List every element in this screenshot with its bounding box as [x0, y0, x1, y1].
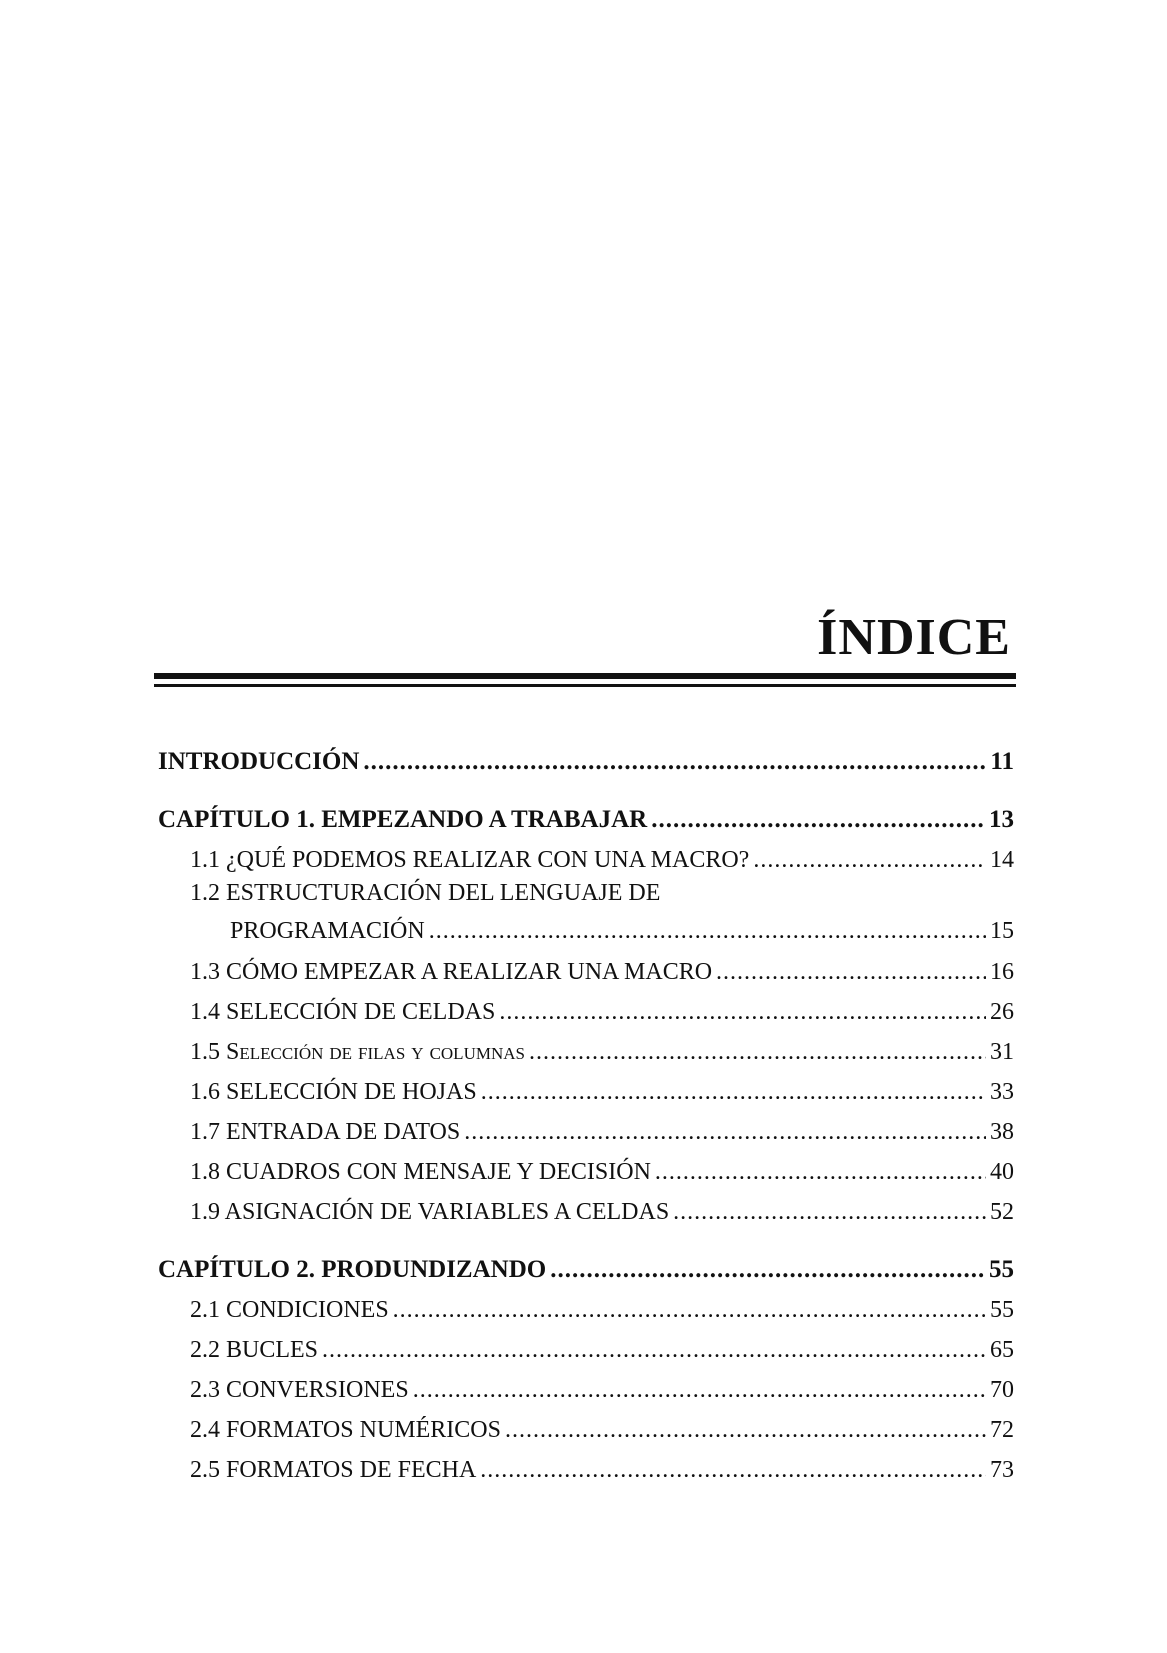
toc-entry-1-2[interactable] [158, 876, 1014, 948]
toc-entry-page: 11 [990, 748, 1014, 775]
title-rule-thin [154, 684, 1016, 687]
toc-entry-label: 1.7 ENTRADA DE DATOS [190, 1119, 461, 1145]
toc-entry-label: 2.1 CONDICIONES [190, 1297, 389, 1323]
toc-entry-label: 1.3 CÓMO EMPEZAR A REALIZAR UNA MACRO [190, 959, 713, 985]
toc-entry-2-5[interactable] [158, 1446, 1014, 1486]
toc-entry-page: 52 [990, 1199, 1014, 1225]
toc-entry-label: 2.5 FORMATOS DE FECHA [190, 1457, 477, 1483]
toc-leader-dots [655, 1156, 986, 1188]
toc-entry-label: 1.4 SELECCIÓN DE CELDAS [190, 999, 496, 1025]
toc-entry-page: 55 [990, 1297, 1014, 1323]
toc-entry-page: 38 [990, 1119, 1014, 1145]
title-rule-thick [154, 673, 1016, 679]
toc-entry-page: 70 [990, 1377, 1014, 1403]
toc-leader-dots [429, 914, 986, 948]
toc-leader-dots [393, 1294, 986, 1326]
toc-entry-page: 15 [990, 918, 1014, 944]
toc-entry-label: 1.9 ASIGNACIÓN DE VARIABLES A CELDAS [190, 1199, 670, 1225]
toc-entry-page: 73 [990, 1457, 1014, 1483]
toc-leader-dots [753, 844, 986, 876]
toc-entry-page: 14 [990, 847, 1014, 873]
toc-entry-label: CAPÍTULO 1. EMPEZANDO A TRABAJAR [158, 806, 648, 833]
toc-entry-page: 31 [990, 1039, 1014, 1065]
toc-entry-2-2[interactable] [158, 1326, 1014, 1366]
toc-leader-dots [673, 1196, 986, 1228]
toc-entry-2-4[interactable] [158, 1406, 1014, 1446]
toc-leader-dots [322, 1334, 986, 1366]
toc-entry-page: 33 [990, 1079, 1014, 1105]
toc-leader-dots [499, 996, 986, 1028]
toc-entry-label: 1.8 CUADROS CON MENSAJE Y DECISIÓN [190, 1159, 651, 1185]
toc-leader-dots [481, 1076, 986, 1108]
toc-entry-label: 2.4 FORMATOS NUMÉRICOS [190, 1417, 501, 1443]
toc-entry-2-3[interactable] [158, 1366, 1014, 1406]
toc-entry-introduccion[interactable] [158, 738, 1014, 778]
toc-entry-label: 2.3 CONVERSIONES [190, 1377, 409, 1403]
toc-entry-2-1[interactable] [158, 1286, 1014, 1326]
toc-entry-label: 1.1 ¿QUÉ PODEMOS REALIZAR CON UNA MACRO? [190, 847, 750, 873]
toc-leader-dots [716, 956, 986, 988]
toc-entry-1-4[interactable] [158, 988, 1014, 1028]
toc-entry-page: 16 [990, 959, 1014, 985]
table-of-contents [158, 738, 1014, 1486]
toc-entry-1-6[interactable] [158, 1068, 1014, 1108]
toc-entry-page: 13 [989, 806, 1014, 833]
toc-entry-label: 1.5 Selección de filas y columnas [190, 1039, 525, 1065]
toc-entry-label-continued: PROGRAMACIÓN [230, 918, 425, 944]
toc-leader-dots [505, 1414, 986, 1446]
toc-entry-1-1[interactable] [158, 836, 1014, 876]
toc-entry-page: 26 [990, 999, 1014, 1025]
toc-entry-1-9[interactable] [158, 1188, 1014, 1228]
toc-entry-1-5[interactable] [158, 1028, 1014, 1068]
toc-leader-dots [413, 1374, 986, 1406]
toc-entry-label: 1.2 ESTRUCTURACIÓN DEL LENGUAJE DE [190, 880, 661, 906]
toc-entry-page: 72 [990, 1417, 1014, 1443]
page-title: ÍNDICE [817, 609, 1011, 666]
toc-leader-dots [651, 804, 985, 836]
toc-leader-dots [464, 1116, 986, 1148]
toc-entry-label: 1.6 SELECCIÓN DE HOJAS [190, 1079, 477, 1105]
toc-entry-label: INTRODUCCIÓN [158, 748, 360, 775]
toc-entry-chapter-2[interactable] [158, 1246, 1014, 1286]
toc-entry-page: 65 [990, 1337, 1014, 1363]
toc-entry-1-3[interactable] [158, 948, 1014, 988]
toc-entry-1-7[interactable] [158, 1108, 1014, 1148]
toc-entry-page: 40 [990, 1159, 1014, 1185]
toc-entry-page: 55 [989, 1256, 1014, 1283]
toc-entry-label: 2.2 BUCLES [190, 1337, 319, 1363]
toc-leader-dots [550, 1254, 985, 1286]
toc-leader-dots [363, 746, 986, 778]
toc-leader-dots [480, 1454, 986, 1486]
toc-entry-1-8[interactable] [158, 1148, 1014, 1188]
toc-entry-label: CAPÍTULO 2. PRODUNDIZANDO [158, 1256, 547, 1283]
toc-leader-dots [529, 1036, 986, 1068]
toc-entry-chapter-1[interactable] [158, 796, 1014, 836]
